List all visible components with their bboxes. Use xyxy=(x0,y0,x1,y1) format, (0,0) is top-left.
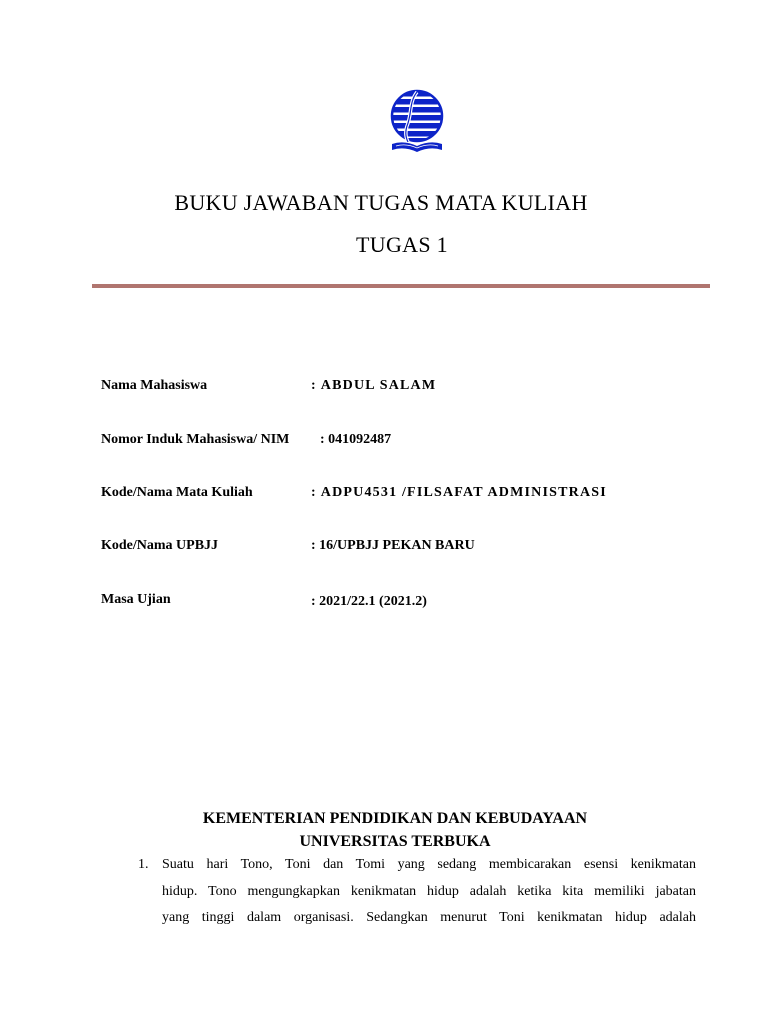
field-value: : 041092487 xyxy=(320,432,392,447)
field-value: : ADPU4531 /FILSAFAT ADMINISTRASI xyxy=(311,485,607,500)
document-title: BUKU JAWABAN TUGAS MATA KULIAH xyxy=(174,190,588,215)
document-subtitle: TUGAS 1 xyxy=(356,232,448,257)
question-item xyxy=(138,852,696,932)
field-value: : 16/UPBJJ PEKAN BARU xyxy=(311,538,475,553)
university-name: UNIVERSITAS TERBUKA xyxy=(299,833,491,850)
field-upbjj xyxy=(101,538,721,560)
field-value: : 2021/22.1 (2021.2) xyxy=(311,594,427,609)
title-divider xyxy=(92,284,710,288)
ministry-name: KEMENTERIAN PENDIDIKAN DAN KEBUDAYAAN xyxy=(202,810,588,827)
field-label: Kode/Nama UPBJJ xyxy=(101,538,219,553)
question-line: yang tinggi dalam organisasi. Sedangkan menurut Toni kenikmatan hidup adalah xyxy=(162,910,696,925)
question-number: 1. xyxy=(138,857,149,872)
field-nim xyxy=(101,432,721,454)
field-nama-mahasiswa xyxy=(101,378,721,400)
field-value: : ABDUL SALAM xyxy=(311,378,437,393)
question-line: Suatu hari Tono, Toni dan Tomi yang sedang membicarakan esensi kenikmatan xyxy=(162,857,696,872)
field-label: Nama Mahasiswa xyxy=(101,378,208,393)
field-mata-kuliah xyxy=(101,485,721,507)
field-label: Masa Ujian xyxy=(101,592,171,607)
field-label: Kode/Nama Mata Kuliah xyxy=(101,485,253,500)
field-label: Nomor Induk Mahasiswa/ NIM xyxy=(101,432,290,447)
question-line: hidup. Tono mengungkapkan kenikmatan hidup adalah ketika kita memiliki jabatan xyxy=(162,883,696,899)
university-logo-icon xyxy=(384,88,450,156)
field-masa-ujian xyxy=(101,592,721,614)
